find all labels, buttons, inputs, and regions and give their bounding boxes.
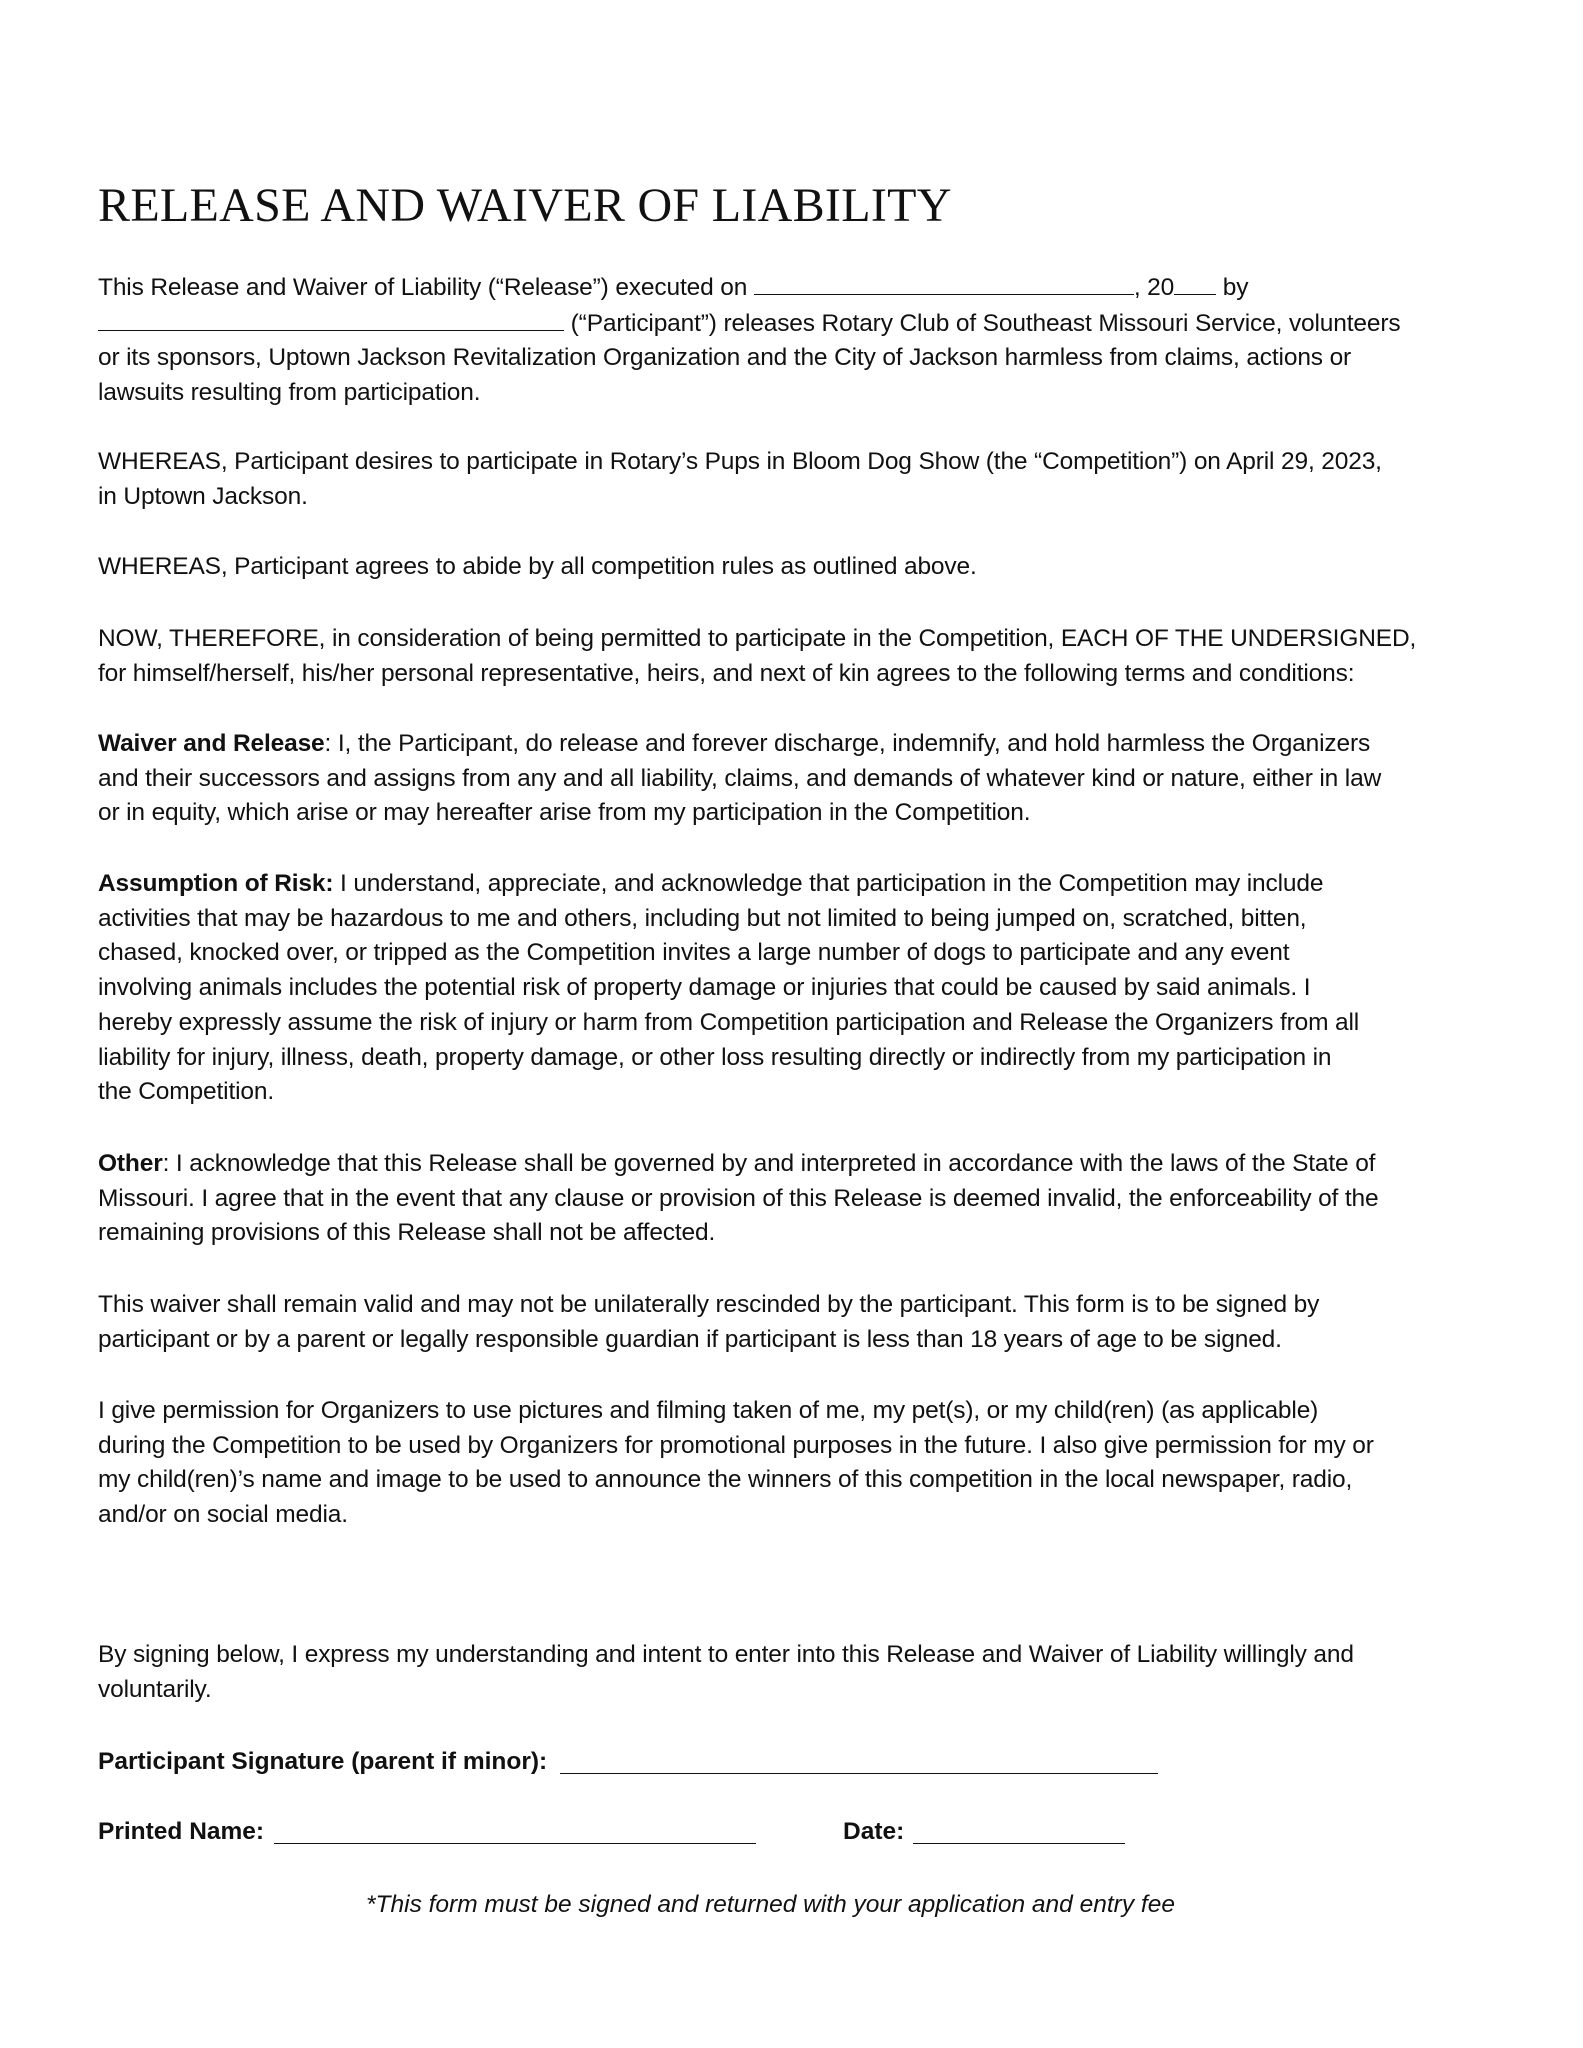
intro-paragraph	[98, 270, 1498, 411]
printed-name-row	[98, 1815, 264, 1850]
participant-name-blank[interactable]	[98, 306, 564, 331]
date-row	[843, 1815, 904, 1850]
other-heading: Other	[98, 1150, 163, 1177]
year-blank[interactable]	[1174, 270, 1216, 295]
permission-paragraph: I give permission for Organizers to use pictures and filming taken of me, my pet(s), or my child(ren) (as applicable) during the Competition to be used by Organizers for promotional purposes in the future. I also give permission for my or my child(ren)’s name and image to be used to announce the winners of this competition in the local newspaper, radio, and/or on social media.	[98, 1397, 1374, 1529]
assumption-of-risk-heading: Assumption of Risk:	[98, 870, 334, 897]
assumption-of-risk-paragraph: Assumption of Risk: I understand, appreciate, and acknowledge that participation in the Competition may include activities that may be hazardous to me and others, including but not limited to being jumped on, scratched, bitten, chased, knocked over, or tripped as the Competition invites a large number of dogs to participate and any event involving animals includes the potential risk of property damage or injuries that could be caused by said animals. I hereby expressly assume the risk of injury or harm from Competition participation and Release the Organizers from all liability for injury, illness, death, property damage, or other loss resulting directly or indirectly from my participation in the Competition.	[98, 870, 1360, 1106]
intro-line-4: lawsuits resulting from participation.	[98, 379, 481, 407]
participant-signature-label: Participant Signature (parent if minor):	[98, 1748, 548, 1775]
waiver-release-paragraph: Waiver and Release: I, the Participant, do release and forever discharge, indemnify, and hold harmless the Organizers and their successors and assigns from any and all liability, claims, and demands of whatever kind or nature, either in law or in equity, which arise or may hereafter arise from my participation in the Competition.	[98, 730, 1382, 827]
date-label: Date:	[843, 1818, 905, 1845]
waiver-release-heading: Waiver and Release	[98, 730, 325, 757]
signing-statement-paragraph: By signing below, I express my understanding and intent to enter into this Release and Waiver of Liability willingly and voluntarily.	[98, 1641, 1354, 1703]
document-title: RELEASE AND WAIVER OF LIABILITY	[98, 179, 952, 232]
printed-name-label: Printed Name:	[98, 1818, 265, 1845]
execution-date-blank[interactable]	[754, 270, 1134, 295]
participant-signature-line[interactable]	[560, 1772, 1158, 1774]
footer-note: *This form must be signed and returned with your application and entry fee	[366, 1891, 1175, 1918]
whereas-paragraph-1: WHEREAS, Participant desires to participate in Rotary’s Pups in Bloom Dog Show (the “Competition”) on April 29, 2023, in Uptown Jackson.	[98, 448, 1382, 510]
whereas-paragraph-2: WHEREAS, Participant agrees to abide by all competition rules as outlined above.	[98, 553, 977, 580]
intro-line-1: This Release and Waiver of Liability (“Release”) executed on , 20 by	[98, 270, 1498, 306]
validity-paragraph: This waiver shall remain valid and may not be unilaterally rescinded by the participant. This form is to be signed by participant or by a parent or legally responsible guardian if participant is less than 18 years of age to be signed.	[98, 1291, 1320, 1353]
other-paragraph: Other: I acknowledge that this Release shall be governed by and interpreted in accordance with the laws of the State of Missouri. I agree that in the event that any clause or provision of this Release is deemed invalid, the enforceability of the remaining provisions of this Release shall not be affected.	[98, 1150, 1379, 1247]
now-therefore-paragraph: NOW, THEREFORE, in consideration of being permitted to participate in the Competition, EACH OF THE UNDERSIGNED, for himself/herself, his/her personal representative, heirs, and next of kin agrees to the following terms and conditions:	[98, 625, 1417, 687]
participant-signature-row	[98, 1745, 547, 1780]
intro-line-3: or its sponsors, Uptown Jackson Revitalization Organization and the City of Jackson harmless from claims, actions or	[98, 344, 1352, 372]
intro-line-2: (“Participant”) releases Rotary Club of Southeast Missouri Service, volunteers	[98, 306, 1498, 342]
date-line[interactable]	[913, 1842, 1125, 1844]
printed-name-line[interactable]	[274, 1842, 756, 1844]
